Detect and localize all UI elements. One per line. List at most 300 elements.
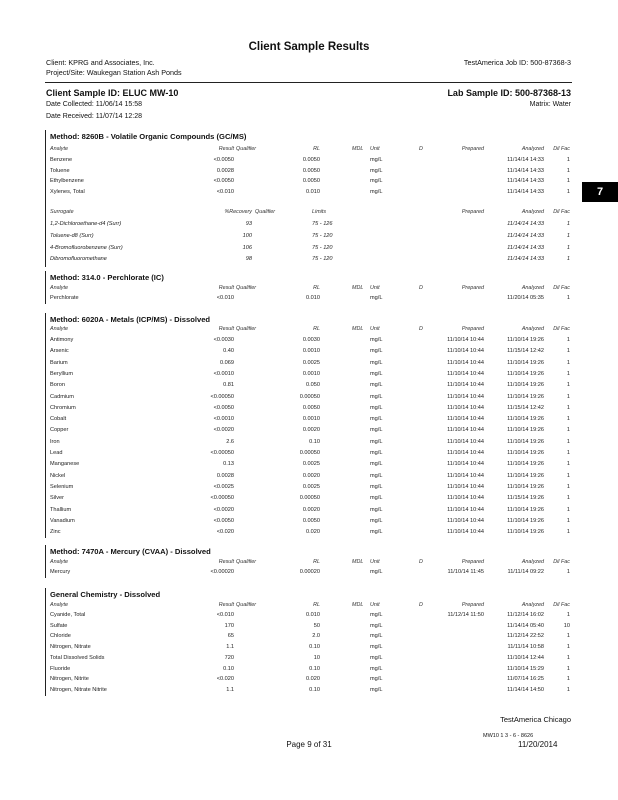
cell-result: 1.1 (226, 686, 234, 693)
column-header-row (50, 326, 570, 336)
surrogate-header-row (50, 209, 570, 219)
cell-unit: mg/L (370, 438, 383, 445)
surrogate-cell-pct: 93 (245, 221, 252, 227)
table-row (50, 371, 570, 381)
cell-unit: mg/L (370, 393, 383, 400)
cell-dil: 1 (566, 517, 570, 524)
cell-anal: 11/10/14 19:26 (507, 506, 544, 513)
cell-result: <0.0020 (213, 506, 234, 513)
cell-result: 65 (227, 633, 234, 640)
method-title: Method: 7470A - Mercury (CVAA) - Dissolved (50, 547, 211, 556)
cell-anal: 11/07/14 16:25 (507, 676, 544, 683)
cell-unit: mg/L (370, 167, 383, 174)
cell-result: <0.0010 (213, 370, 234, 377)
cell-prep: 11/10/14 10:44 (447, 337, 484, 343)
surrogate-cell-pct: 100 (242, 232, 252, 239)
cell-rl: 0.010 (306, 612, 320, 618)
cell-unit: mg/L (370, 461, 383, 468)
column-header-prepared: Prepared (461, 602, 484, 608)
cell-dil: 1 (566, 472, 570, 479)
cell-unit: mg/L (370, 416, 383, 423)
surrogate-cell-name: Toluene-d8 (Surr) (50, 232, 94, 239)
cell-rl: 50 (313, 622, 320, 629)
cell-analyte: Arsenic (50, 348, 69, 355)
cell-anal: 11/14/14 14:33 (507, 167, 544, 174)
column-header-dil: Dil Fac (553, 559, 570, 565)
cell-anal: 11/10/14 19:26 (507, 382, 544, 389)
cell-unit: mg/L (370, 382, 383, 389)
cell-analyte: Beryllium (50, 370, 74, 377)
cell-anal: 11/10/14 12:44 (507, 654, 544, 661)
cell-analyte: Copper (50, 427, 69, 434)
header-rule (45, 82, 572, 83)
column-header-qualifier: Qualifier (236, 326, 257, 332)
cell-rl: 0.020 (306, 676, 320, 683)
cell-result: 0.0028 (216, 472, 234, 479)
table-row (50, 473, 570, 483)
column-header-result: Result (218, 559, 234, 565)
cell-analyte: Selenium (50, 483, 74, 490)
cell-result: 0.10 (223, 665, 234, 672)
cell-prep: 11/10/14 10:44 (447, 506, 484, 513)
table-row (50, 687, 570, 697)
surrogate-cell-limits: 75 - 120 (312, 256, 333, 263)
cell-rl: 0.00050 (299, 450, 320, 456)
surrogate-cell-dil: 1 (566, 244, 570, 251)
cell-anal: 11/10/14 19:26 (507, 529, 544, 536)
cell-rl: 0.020 (306, 529, 320, 536)
column-header-row (50, 285, 570, 295)
column-header-unit: Unit (370, 602, 380, 608)
column-header-qualifier: Qualifier (236, 146, 257, 152)
cell-analyte: Xylenes, Total (50, 188, 85, 195)
cell-result: 0.13 (223, 461, 234, 468)
cell-prep: 11/10/14 10:44 (447, 382, 484, 389)
cell-result: 1.1 (226, 644, 234, 651)
cell-prep: 11/10/14 10:44 (447, 472, 484, 479)
column-header-analyte: Analyte (50, 285, 68, 291)
cell-result: <0.0050 (213, 157, 234, 163)
column-header-rl: RL (313, 602, 320, 608)
cell-result: 170 (224, 622, 234, 629)
cell-unit: mg/L (370, 404, 383, 411)
cell-dil: 1 (566, 450, 570, 456)
column-header-mdl: MDL (352, 559, 364, 565)
surrogate-header-dil: Dil Fac (553, 209, 570, 215)
table-row (50, 644, 570, 654)
cell-dil: 1 (566, 188, 570, 195)
cell-result: <0.020 (216, 529, 234, 536)
cell-anal: 11/15/14 19:26 (507, 495, 544, 502)
lab-sample-id: Lab Sample ID: 500-87368-13 (447, 88, 571, 98)
cell-unit: mg/L (370, 359, 383, 366)
surrogate-cell-name: 1,2-Dichloroethane-d4 (Surr) (50, 221, 122, 227)
cell-analyte: Nickel (50, 472, 66, 479)
table-row (50, 295, 570, 305)
date-collected: Date Collected: 11/06/14 15:58 (46, 101, 142, 108)
cell-prep: 11/10/14 10:44 (447, 438, 484, 445)
table-row (50, 623, 570, 633)
footer-code: MW10 1 3 - 6 - 8626 (483, 733, 534, 739)
column-header-analyte: Analyte (50, 559, 68, 565)
cell-dil: 1 (566, 569, 570, 575)
cell-analyte: Perchlorate (50, 295, 79, 301)
cell-unit: mg/L (370, 654, 383, 661)
surrogate-cell-dil: 1 (566, 221, 570, 227)
cell-anal: 11/10/14 19:26 (507, 359, 544, 366)
column-header-mdl: MDL (352, 285, 364, 291)
cell-unit: mg/L (370, 370, 383, 377)
table-row (50, 394, 570, 404)
cell-prep: 11/10/14 10:44 (447, 393, 484, 400)
cell-analyte: Total Dissolved Solids (50, 654, 105, 661)
cell-unit: mg/L (370, 676, 383, 683)
project-site: Project/Site: Waukegan Station Ash Ponds (46, 68, 182, 77)
table-row (50, 484, 570, 494)
surrogate-cell-dil: 1 (566, 232, 570, 239)
cell-analyte: Mercury (50, 569, 71, 575)
cell-unit: mg/L (370, 686, 383, 693)
column-header-row (50, 146, 570, 156)
cell-rl: 0.0030 (302, 337, 320, 343)
table-row (50, 439, 570, 449)
table-row (50, 189, 570, 199)
cell-anal: 11/14/14 14:33 (507, 188, 544, 195)
cell-unit: mg/L (370, 483, 383, 490)
cell-analyte: Toluene (50, 167, 70, 174)
cell-rl: 2.0 (312, 633, 320, 640)
cell-result: <0.0050 (213, 517, 234, 524)
date-received: Date Received: 11/07/14 12:28 (46, 113, 142, 120)
cell-prep: 11/10/14 10:44 (447, 370, 484, 377)
cell-analyte: Iron (50, 438, 60, 445)
cell-analyte: Boron (50, 382, 65, 389)
surrogate-cell-limits: 75 - 120 (312, 244, 333, 251)
table-row (50, 461, 570, 471)
cell-result: <0.00020 (210, 569, 234, 575)
column-header-unit: Unit (370, 326, 380, 332)
table-row (50, 157, 570, 167)
surrogate-header-limits: Limits (312, 209, 327, 215)
cell-analyte: Sulfate (50, 622, 68, 629)
column-header-analyzed: Analyzed (521, 326, 544, 332)
cell-rl: 0.10 (309, 686, 320, 693)
cell-dil: 1 (566, 382, 570, 389)
cell-rl: 0.0025 (302, 483, 320, 490)
cell-analyte: Cobalt (50, 416, 67, 423)
table-row (50, 676, 570, 686)
cell-anal: 11/10/14 19:26 (507, 393, 544, 400)
table-row (50, 382, 570, 392)
cell-analyte: Vanadium (50, 517, 75, 524)
cell-dil: 1 (566, 348, 570, 355)
cell-rl: 10 (313, 654, 320, 661)
cell-analyte: Lead (50, 450, 63, 456)
column-header-qualifier: Qualifier (236, 285, 257, 291)
cell-prep: 11/10/14 10:44 (447, 450, 484, 456)
footer-date: 11/20/2014 (518, 740, 558, 749)
cell-unit: mg/L (370, 450, 383, 456)
surrogate-cell-anal: 11/14/14 14:33 (507, 256, 544, 263)
cell-dil: 1 (566, 295, 570, 301)
cell-unit: mg/L (370, 665, 383, 672)
table-row (50, 360, 570, 370)
section-bracket (45, 313, 46, 538)
cell-rl: 0.0025 (302, 359, 320, 366)
cell-anal: 11/15/14 12:42 (507, 404, 544, 411)
surrogate-cell-limits: 75 - 126 (312, 221, 333, 227)
cell-result: <0.0010 (213, 416, 234, 423)
column-header-d: D (419, 602, 423, 608)
cell-dil: 1 (566, 686, 570, 693)
column-header-analyzed: Analyzed (521, 559, 544, 565)
surrogate-cell-anal: 11/14/14 14:33 (507, 244, 544, 251)
table-row (50, 337, 570, 347)
cell-prep: 11/10/14 10:44 (447, 495, 484, 502)
column-header-qualifier: Qualifier (236, 559, 257, 565)
cell-rl: 0.00050 (299, 495, 320, 502)
cell-rl: 0.0050 (302, 157, 320, 163)
table-row (50, 666, 570, 676)
cell-analyte: Manganese (50, 461, 80, 468)
surrogate-header-surrogate: Surrogate (50, 209, 74, 215)
column-header-prepared: Prepared (461, 146, 484, 152)
column-header-qualifier: Qualifier (236, 602, 257, 608)
cell-unit: mg/L (370, 348, 383, 355)
column-header-dil: Dil Fac (553, 285, 570, 291)
cell-unit: mg/L (370, 178, 383, 185)
cell-result: <0.00050 (210, 495, 234, 502)
cell-unit: mg/L (370, 633, 383, 640)
column-header-dil: Dil Fac (553, 602, 570, 608)
cell-prep: 11/10/14 10:44 (447, 359, 484, 366)
column-header-d: D (419, 326, 423, 332)
cell-dil: 10 (563, 622, 570, 629)
cell-unit: mg/L (370, 427, 383, 434)
cell-result: 0.069 (220, 359, 234, 366)
cell-rl: 0.0010 (302, 370, 320, 377)
cell-dil: 1 (566, 665, 570, 672)
method-title: Method: 314.0 - Perchlorate (IC) (50, 273, 164, 282)
cell-prep: 11/10/14 10:44 (447, 483, 484, 490)
cell-result: <0.0020 (213, 427, 234, 434)
cell-analyte: Nitrogen, Nitrate (50, 644, 91, 651)
cell-rl: 0.0010 (302, 416, 320, 423)
cell-prep: 11/10/14 10:44 (447, 461, 484, 468)
page-title: Client Sample Results (248, 41, 370, 53)
table-row (50, 633, 570, 643)
table-row (50, 405, 570, 415)
column-header-mdl: MDL (352, 326, 364, 332)
table-row (50, 168, 570, 178)
cell-dil: 1 (566, 483, 570, 490)
cell-analyte: Silver (50, 495, 64, 502)
cell-rl: 0.010 (306, 295, 320, 301)
cell-anal: 11/10/14 19:26 (507, 472, 544, 479)
table-row (50, 569, 570, 579)
cell-result: <0.00050 (210, 450, 234, 456)
cell-analyte: Nitrogen, Nitrite (50, 676, 89, 683)
table-row (50, 495, 570, 505)
cell-dil: 1 (566, 529, 570, 536)
column-header-unit: Unit (370, 559, 380, 565)
surrogate-cell-limits: 75 - 120 (312, 232, 333, 239)
cell-prep: 11/10/14 10:44 (447, 404, 484, 411)
method-title: Method: 8260B - Volatile Organic Compounds (GC/MS) (50, 132, 247, 141)
table-row (50, 427, 570, 437)
cell-dil: 1 (566, 495, 570, 502)
column-header-analyzed: Analyzed (521, 146, 544, 152)
column-header-row (50, 559, 570, 569)
cell-anal: 11/12/14 22:52 (507, 633, 544, 640)
section-bracket (45, 545, 46, 578)
column-header-rl: RL (313, 326, 320, 332)
cell-rl: 0.0025 (302, 461, 320, 468)
cell-dil: 1 (566, 359, 570, 366)
column-header-mdl: MDL (352, 602, 364, 608)
cell-rl: 0.0020 (302, 506, 320, 513)
cell-result: <0.0050 (213, 178, 234, 185)
cell-analyte: Zinc (50, 529, 61, 536)
cell-unit: mg/L (370, 495, 383, 502)
surrogate-row (50, 256, 570, 266)
column-header-row (50, 602, 570, 612)
cell-dil: 1 (566, 393, 570, 400)
cell-analyte: Cadmium (50, 393, 74, 400)
method-title: Method: 6020A - Metals (ICP/MS) - Dissolved (50, 315, 211, 324)
cell-anal: 11/10/14 19:26 (507, 416, 544, 423)
cell-anal: 11/10/14 19:26 (507, 483, 544, 490)
cell-analyte: Thallium (50, 506, 72, 513)
client-sample-id: Client Sample ID: ELUC MW-10 (46, 88, 179, 98)
cell-unit: mg/L (370, 157, 383, 163)
section-tab-marker: 7 (582, 182, 618, 202)
surrogate-cell-anal: 11/14/14 14:33 (507, 221, 544, 227)
cell-prep: 11/10/14 10:44 (447, 416, 484, 423)
column-header-prepared: Prepared (461, 285, 484, 291)
column-header-unit: Unit (370, 146, 380, 152)
column-header-d: D (419, 559, 423, 565)
column-header-result: Result (218, 146, 234, 152)
cell-analyte: Ethylbenzene (50, 178, 84, 185)
column-header-analyte: Analyte (50, 146, 68, 152)
surrogate-header-qualifier: Qualifier (255, 209, 276, 215)
surrogate-cell-pct: 106 (242, 244, 252, 251)
cell-anal: 11/14/14 14:33 (507, 178, 544, 185)
cell-result: <0.00050 (210, 393, 234, 400)
cell-anal: 11/14/14 14:50 (507, 686, 544, 693)
cell-prep: 11/10/14 10:44 (447, 348, 484, 355)
column-header-unit: Unit (370, 285, 380, 291)
column-header-prepared: Prepared (461, 559, 484, 565)
cell-unit: mg/L (370, 569, 383, 575)
cell-dil: 1 (566, 438, 570, 445)
cell-rl: 0.0020 (302, 427, 320, 434)
cell-result: 2.6 (226, 438, 234, 445)
cell-prep: 11/12/14 11:50 (447, 612, 484, 618)
cell-prep: 11/10/14 10:44 (447, 517, 484, 524)
cell-unit: mg/L (370, 472, 383, 479)
column-header-prepared: Prepared (461, 326, 484, 332)
cell-rl: 0.00050 (299, 393, 320, 400)
surrogate-cell-dil: 1 (566, 256, 570, 263)
cell-prep: 11/10/14 10:44 (447, 427, 484, 434)
column-header-analyte: Analyte (50, 602, 68, 608)
table-row (50, 655, 570, 665)
table-row (50, 178, 570, 188)
column-header-rl: RL (313, 285, 320, 291)
cell-dil: 1 (566, 633, 570, 640)
cell-anal: 11/10/14 19:26 (507, 438, 544, 445)
column-header-rl: RL (313, 146, 320, 152)
cell-rl: 0.050 (306, 382, 320, 389)
column-header-d: D (419, 285, 423, 291)
cell-dil: 1 (566, 404, 570, 411)
table-row (50, 507, 570, 517)
cell-dil: 1 (566, 427, 570, 434)
cell-anal: 11/10/14 19:26 (507, 450, 544, 456)
cell-unit: mg/L (370, 337, 383, 343)
column-header-rl: RL (313, 559, 320, 565)
cell-result: 720 (224, 654, 234, 661)
cell-analyte: Antimony (50, 337, 74, 343)
cell-anal: 11/14/14 05:40 (507, 622, 544, 629)
cell-result: <0.0025 (213, 483, 234, 490)
footer-lab-name: TestAmerica Chicago (500, 715, 571, 724)
table-row (50, 529, 570, 539)
surrogate-header-prepared: Prepared (461, 209, 484, 215)
cell-unit: mg/L (370, 188, 383, 195)
cell-anal: 11/11/14 10:58 (507, 644, 544, 651)
cell-rl: 0.0020 (302, 472, 320, 479)
cell-dil: 1 (566, 506, 570, 513)
section-bracket (45, 588, 46, 696)
surrogate-row (50, 233, 570, 243)
cell-prep: 11/10/14 11:45 (447, 569, 484, 575)
cell-anal: 11/11/14 09:22 (507, 569, 544, 575)
cell-rl: 0.0050 (302, 178, 320, 185)
cell-rl: 0.10 (309, 644, 320, 651)
cell-rl: 0.0010 (302, 348, 320, 355)
surrogate-cell-name: Dibromofluoromethane (50, 256, 107, 263)
cell-dil: 1 (566, 157, 570, 163)
cell-result: 0.40 (223, 348, 234, 355)
cell-anal: 11/10/14 19:26 (507, 370, 544, 377)
column-header-analyte: Analyte (50, 326, 68, 332)
cell-unit: mg/L (370, 644, 383, 651)
cell-dil: 1 (566, 167, 570, 174)
cell-dil: 1 (566, 337, 570, 343)
cell-anal: 11/10/14 19:26 (507, 427, 544, 434)
section-bracket (45, 130, 46, 267)
method-title: General Chemistry - Dissolved (50, 590, 161, 599)
cell-result: 0.81 (223, 382, 234, 389)
cell-rl: 0.010 (306, 188, 320, 195)
cell-analyte: Chromium (50, 404, 76, 411)
surrogate-cell-anal: 11/14/14 14:33 (507, 232, 544, 239)
table-row (50, 450, 570, 460)
column-header-mdl: MDL (352, 146, 364, 152)
surrogate-header-analyzed: Analyzed (521, 209, 544, 215)
cell-analyte: Chloride (50, 633, 71, 640)
cell-anal: 11/15/14 12:42 (507, 348, 544, 355)
cell-unit: mg/L (370, 517, 383, 524)
surrogate-cell-name: 4-Bromofluorobenzene (Surr) (50, 244, 123, 251)
cell-prep: 11/10/14 10:44 (447, 529, 484, 536)
cell-analyte: Cyanide, Total (50, 612, 86, 618)
job-id: TestAmerica Job ID: 500-87368-3 (463, 58, 571, 67)
column-header-result: Result (218, 326, 234, 332)
